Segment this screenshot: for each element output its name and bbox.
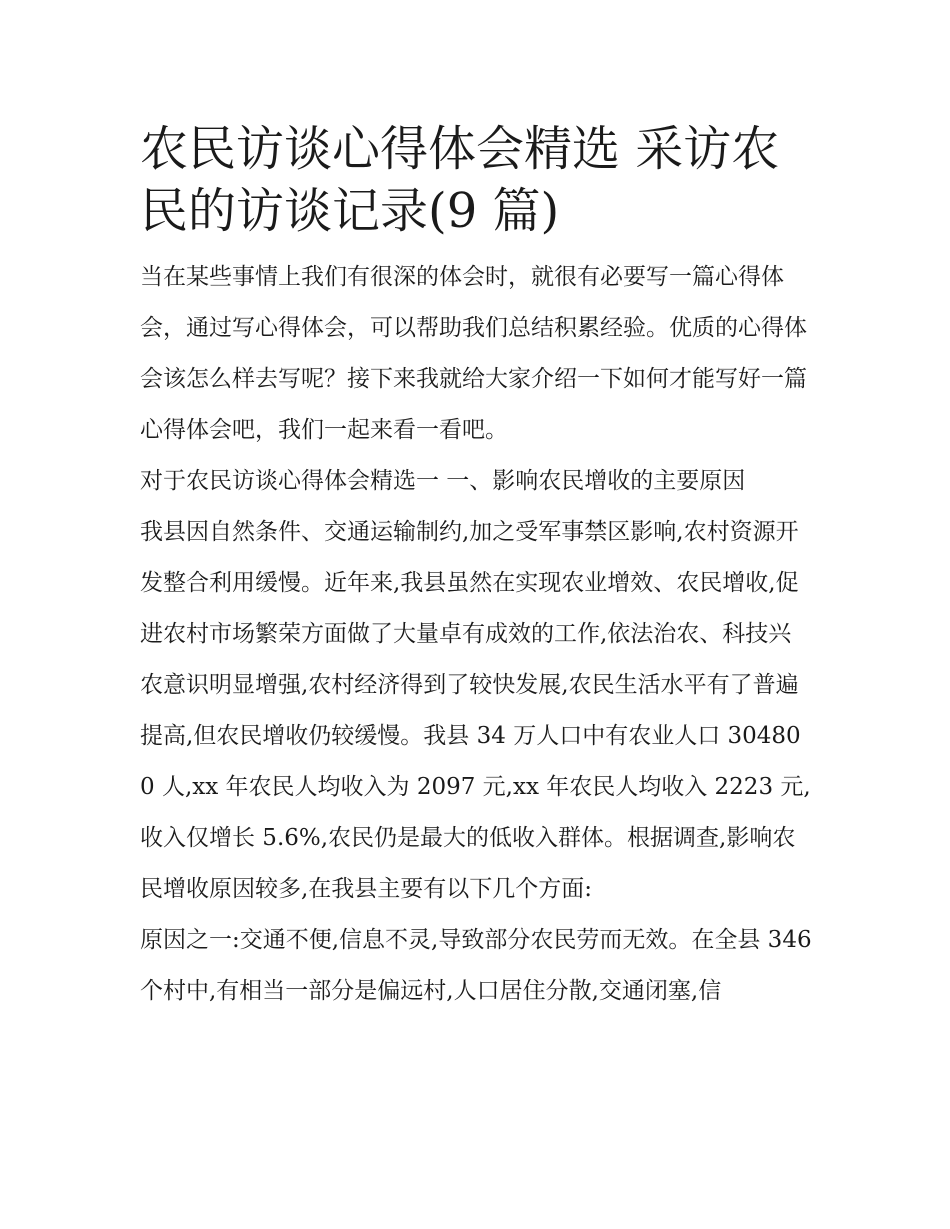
- document-title: 农民访谈心得体会精选 采访农民的访谈记录(9 篇): [140, 121, 780, 239]
- body-paragraph: 原因之一:交通不便,信息不灵,导致部分农民劳而无效。在全县 346 个村中,有相当一部分是偏远村,人口居住分散,交通闭塞,信: [140, 927, 812, 1004]
- section-heading-paragraph: 对于农民访谈心得体会精选一 一、影响农民增收的主要原因: [140, 468, 746, 494]
- intro-paragraph: 当在某些事情上我们有很深的体会时，就很有必要写一篇心得体会，通过写心得体会，可以帮助我们总结积累经验。优质的心得体会该怎么样去写呢？接下来我就给大家介绍一下如何才能写好一篇心得体会吧，我们一起来看一看吧。: [140, 264, 807, 443]
- body-paragraph: 我县因自然条件、交通运输制约,加之受军事禁区影响,农村资源开发整合利用缓慢。近年来,我县虽然在实现农业增效、农民增收,促进农村市场繁荣方面做了大量卓有成效的工作,依法治农、科技兴农意识明显增强,农村经济得到了较快发展,农民生活水平有了普遍提高,但农民增收仍较缓慢。我县 34 万人口中有农业人口 304800 人,xx 年农民人均收入为 2097 元,xx 年农民人均收入 2223 元,收入仅增长 5.6%,农民仍是最大的低收入群体。根据调查,影响农民增收原因较多,在我县主要有以下几个方面:: [140, 519, 811, 902]
- document-body: [140, 118, 812, 1017]
